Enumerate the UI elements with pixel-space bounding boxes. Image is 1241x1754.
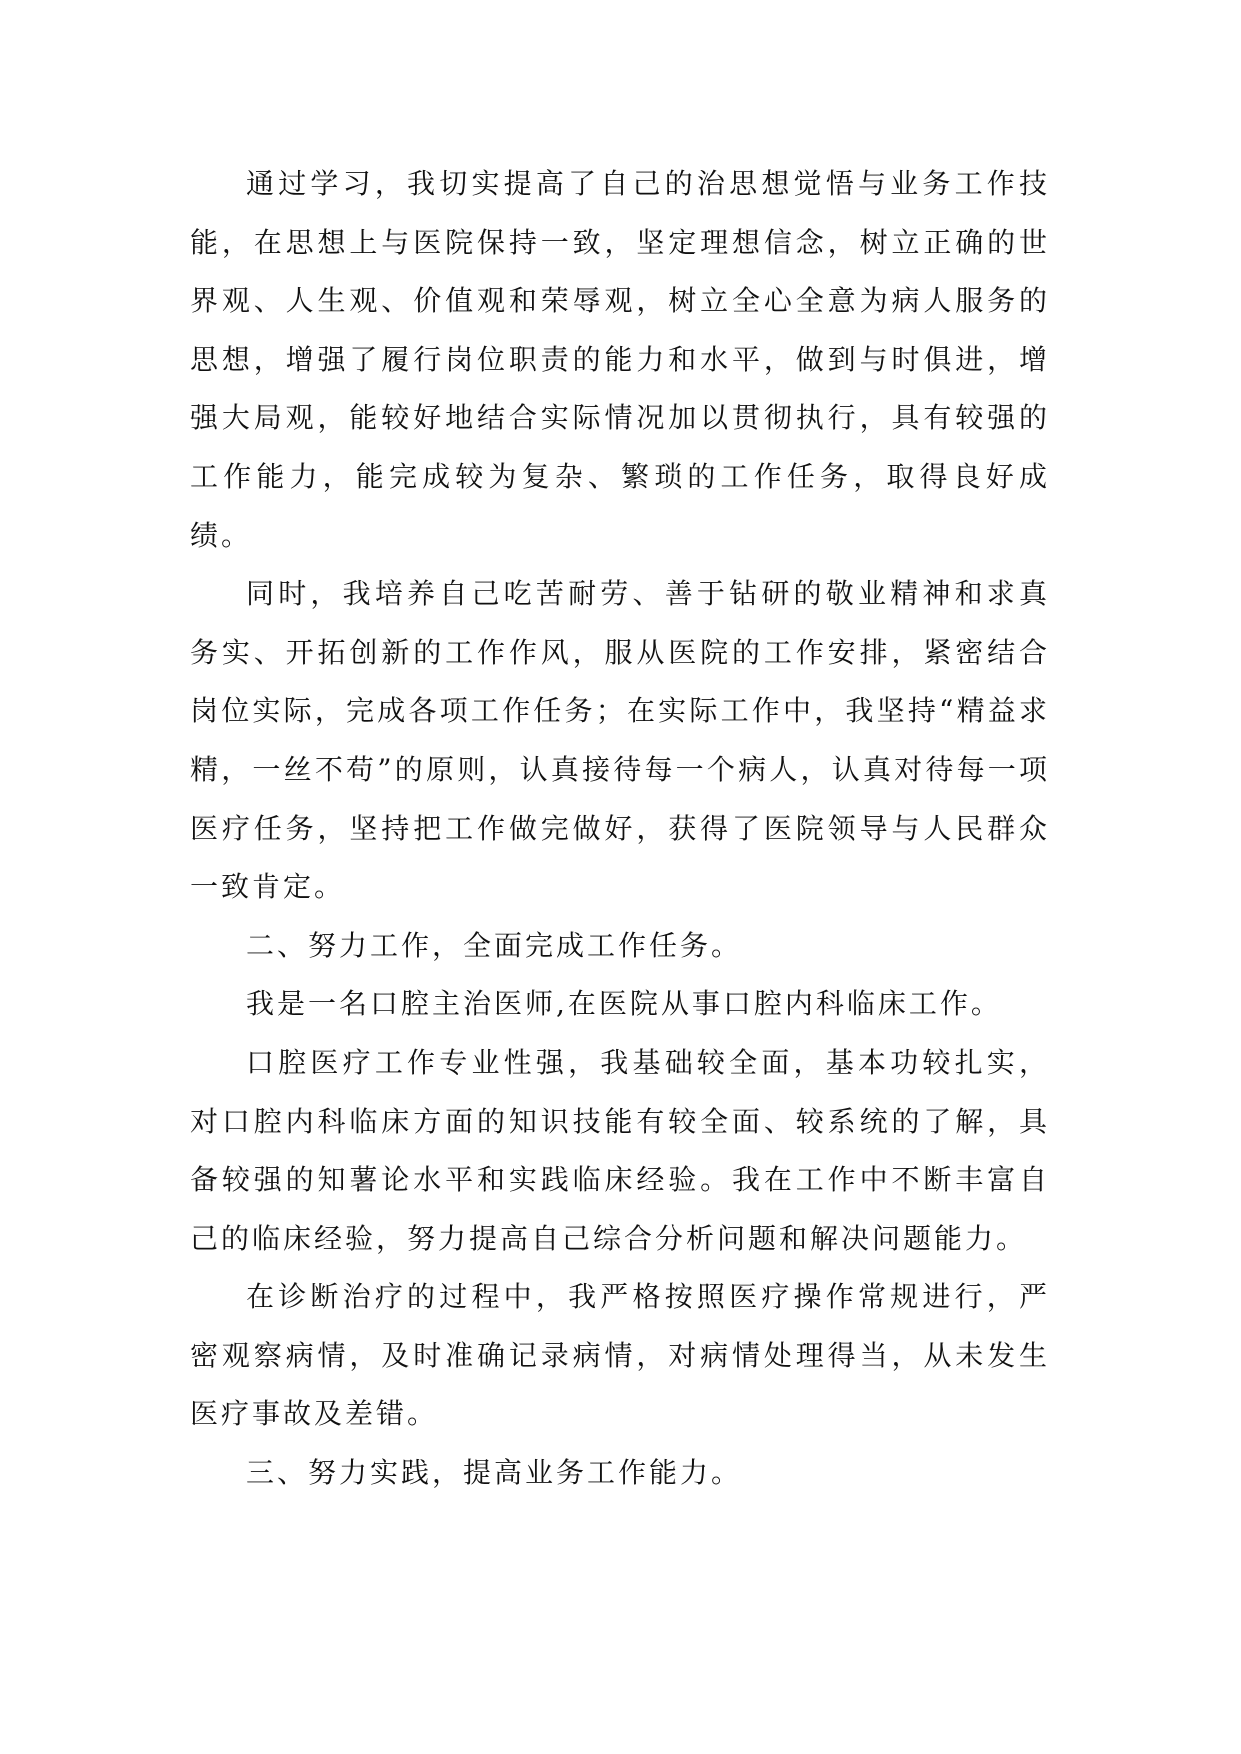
section-heading-two: 二、努力工作，全面完成工作任务。 [246, 928, 743, 962]
document-body [190, 155, 1050, 1503]
paragraph-study: 通过学习，我切实提高了自己的治思想觉悟与业务工作技能，在思想上与医院保持一致，坚定理想信念，树立正确的世界观、人生观、价值观和荣辱观，树立全心全意为病人服务的思想，增强了履行岗位职责的能力和水平，做到与时俱进，增强大局观，能较好地结合实际情况加以贯彻执行，具有较强的工作能力，能完成较为复杂、繁琐的工作任务，取得良好成绩。 [190, 167, 1050, 552]
paragraph-dedication: 同时，我培养自己吃苦耐劳、善于钻研的敬业精神和求真务实、开拓创新的工作作风，服从医院的工作安排，紧密结合岗位实际，完成各项工作任务；在实际工作中，我坚持“精益求精，一丝不苟”的原则，认真接待每一个病人，认真对待每一项医疗任务，坚持把工作做完做好，获得了医院领导与人民群众一致肯定。 [190, 577, 1050, 904]
paragraph-diagnosis: 在诊断治疗的过程中，我严格按照医疗操作常规进行，严密观察病情，及时准确记录病情，对病情处理得当，从未发生医疗事故及差错。 [190, 1280, 1050, 1431]
paragraph-expertise: 口腔医疗工作专业性强，我基础较全面，基本功较扎实，对口腔内科临床方面的知识技能有较全面、较系统的了解，具备较强的知薯论水平和实践临床经验。我在工作中不断丰富自己的临床经验，努力提高自己综合分析问题和解决问题能力。 [190, 1045, 1050, 1255]
section-heading-three: 三、努力实践，提高业务工作能力。 [246, 1456, 743, 1490]
paragraph-role: 我是一名口腔主治医师,在医院从事口腔内科临床工作。 [246, 987, 1002, 1021]
